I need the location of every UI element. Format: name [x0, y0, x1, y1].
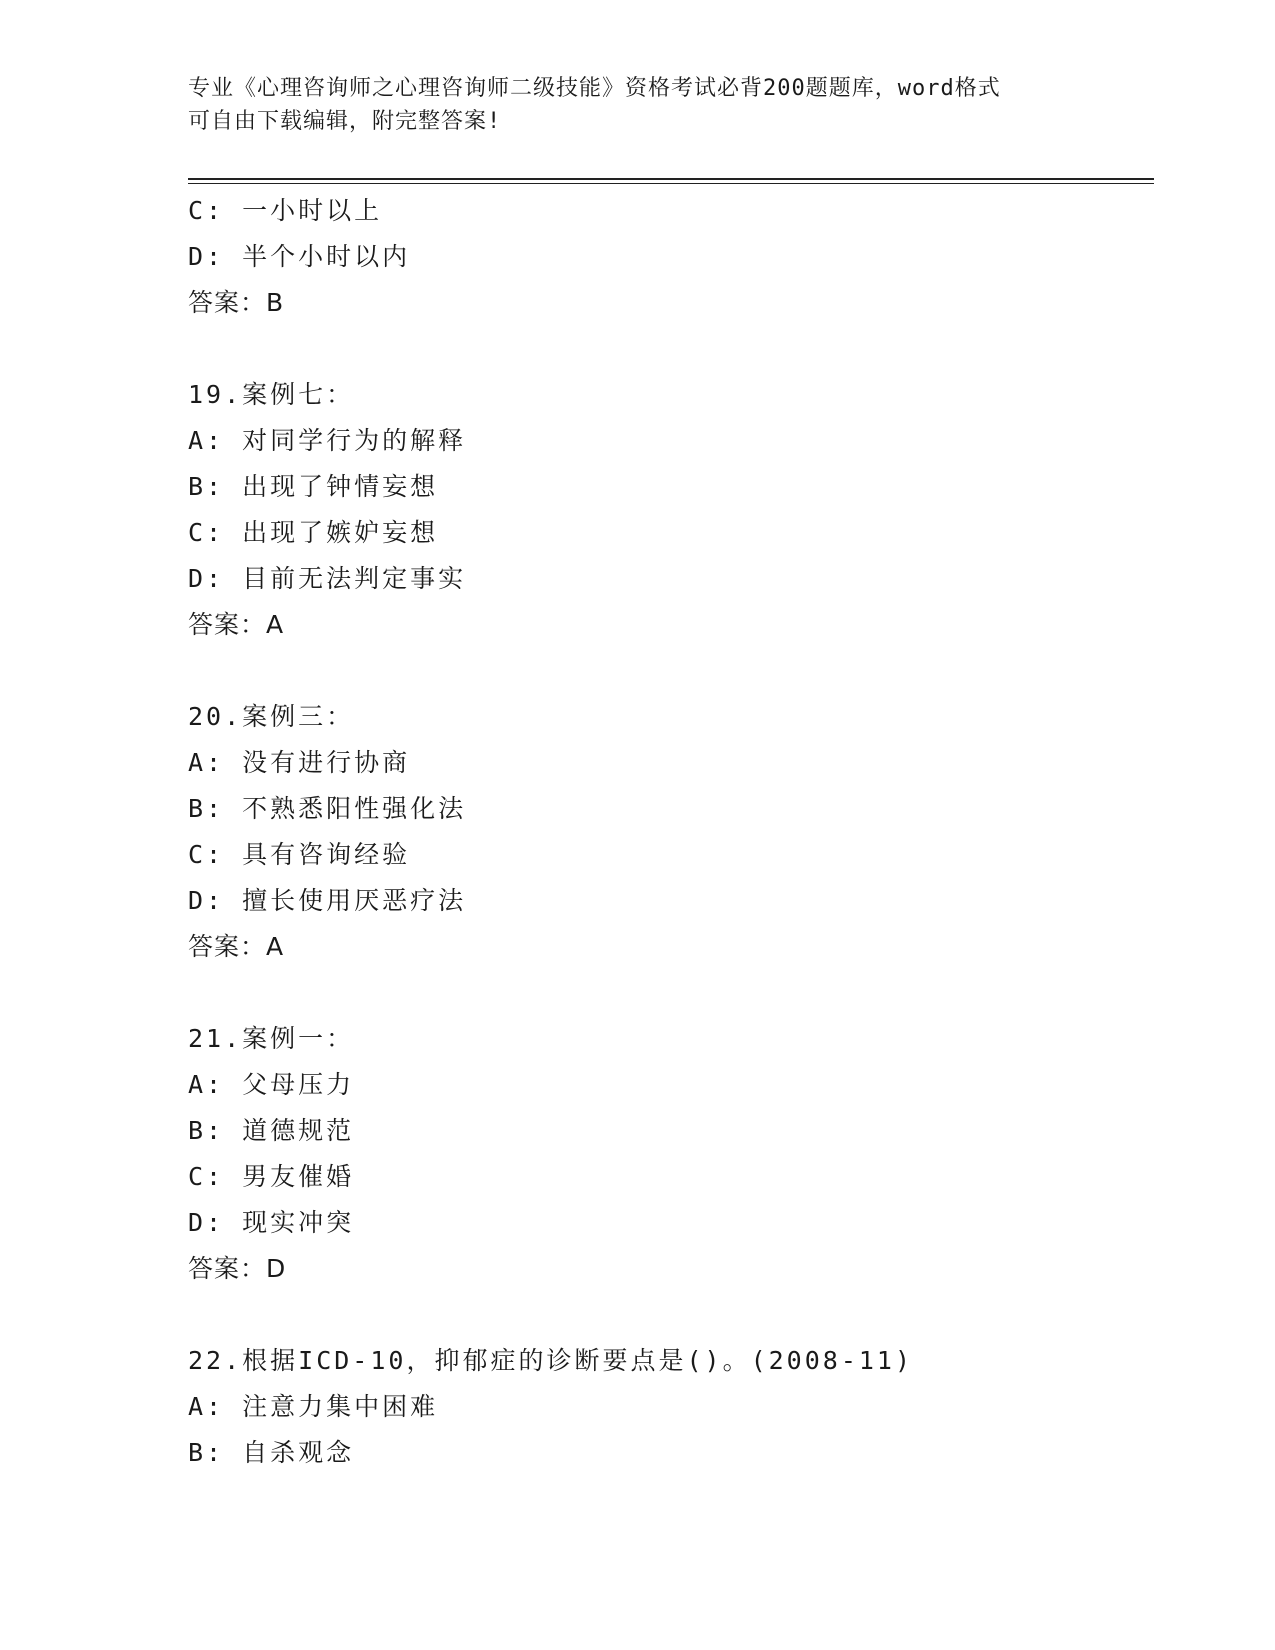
answer-line: 答案：A	[188, 932, 285, 961]
option-b: B: 道德规范	[188, 1116, 355, 1145]
option-c: C: 具有咨询经验	[188, 840, 411, 869]
header-title-line-2: 可自由下载编辑，附完整答案!	[188, 109, 502, 134]
option-c: C: 男友催婚	[188, 1162, 355, 1191]
question-22	[188, 1338, 1154, 1476]
option-d: D: 半个小时以内	[188, 242, 411, 271]
header-divider	[188, 178, 1154, 184]
header-title-line-1: 专业《心理咨询师之心理咨询师二级技能》资格考试必背200题题库，word格式	[188, 76, 1001, 101]
option-b: B: 不熟悉阳性强化法	[188, 794, 467, 823]
answer-line: 答案：A	[188, 610, 285, 639]
option-b: B: 自杀观念	[188, 1438, 355, 1467]
question-19	[188, 372, 1154, 648]
question-18-tail	[188, 188, 1154, 326]
option-a: A: 对同学行为的解释	[188, 426, 467, 455]
question-21	[188, 1016, 1154, 1292]
question-list	[188, 188, 1154, 1476]
option-a: A: 父母压力	[188, 1070, 355, 1099]
answer-line: 答案：B	[188, 288, 285, 317]
option-c: C: 一小时以上	[188, 196, 383, 225]
question-title: 21.案例一：	[188, 1024, 355, 1053]
question-title: 20.案例三：	[188, 702, 355, 731]
option-d: D: 目前无法判定事实	[188, 564, 467, 593]
option-a: A: 没有进行协商	[188, 748, 411, 777]
document-header	[188, 72, 1088, 138]
question-title: 19.案例七：	[188, 380, 355, 409]
option-c: C: 出现了嫉妒妄想	[188, 518, 439, 547]
answer-line: 答案：D	[188, 1254, 287, 1283]
question-title: 22.根据ICD-10，抑郁症的诊断要点是()。(2008-11)	[188, 1346, 914, 1375]
option-b: B: 出现了钟情妄想	[188, 472, 439, 501]
question-20	[188, 694, 1154, 970]
option-d: D: 擅长使用厌恶疗法	[188, 886, 467, 915]
option-a: A: 注意力集中困难	[188, 1392, 439, 1421]
option-d: D: 现实冲突	[188, 1208, 355, 1237]
